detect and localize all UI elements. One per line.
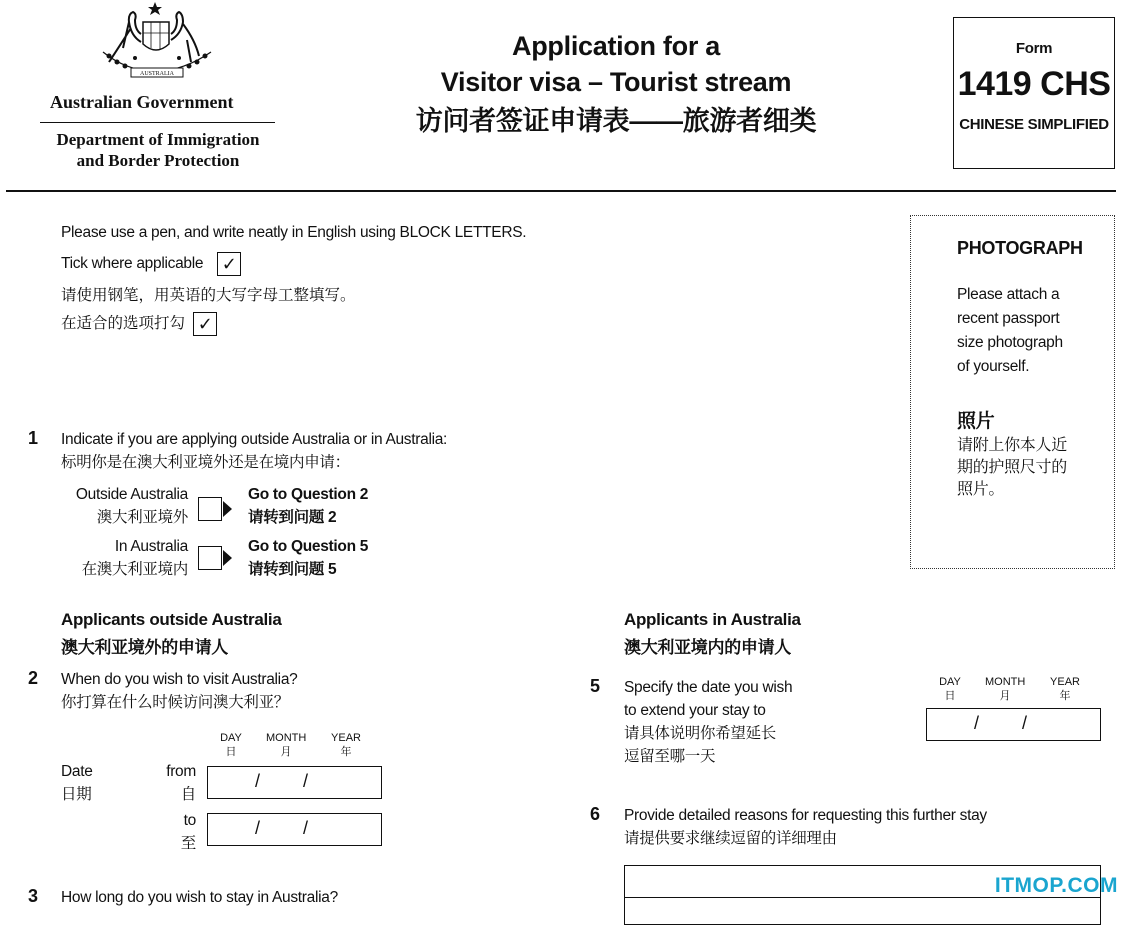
form-title bbox=[330, 28, 902, 140]
question-6-text bbox=[624, 804, 987, 850]
date-slash: / bbox=[303, 818, 309, 838]
section-outside-title-zh: 澳大利亚境外的申请人 bbox=[61, 638, 228, 657]
to-label-zh: 至 bbox=[180, 835, 196, 852]
option-inside-label-en: In Australia bbox=[114, 538, 188, 555]
question-5-text-en-1: Specify the date you wish bbox=[624, 679, 793, 696]
from-label bbox=[150, 760, 196, 806]
title-line-2: Visitor visa – Tourist stream bbox=[440, 67, 792, 97]
month-label bbox=[985, 675, 1025, 703]
question-1-text-en: Indicate if you are applying outside Australia or in Australia: bbox=[61, 431, 448, 448]
title-line-3-chinese: 访问者签证申请表——旅游者细类 bbox=[415, 106, 817, 136]
photo-line: Please attach a bbox=[957, 286, 1060, 303]
day-label-zh: 日 bbox=[944, 690, 956, 702]
year-label-en: YEAR bbox=[1050, 676, 1080, 688]
photo-instructions-zh bbox=[957, 435, 1067, 501]
day-label-en: DAY bbox=[939, 676, 961, 688]
form-number-box bbox=[953, 17, 1115, 169]
goto-question-5-zh: 请转到问题 5 bbox=[248, 561, 337, 578]
day-label-en: DAY bbox=[220, 732, 242, 744]
date-to-input[interactable] bbox=[207, 813, 382, 846]
month-label-zh: 月 bbox=[280, 746, 292, 758]
option-outside-label-en: Outside Australia bbox=[75, 486, 188, 503]
question-1-text-zh: 标明你是在澳大利亚境外还是在境内申请： bbox=[61, 454, 350, 471]
question-1-number: 1 bbox=[28, 428, 39, 448]
department-name bbox=[38, 129, 278, 171]
photo-title-zh: 照片 bbox=[957, 411, 995, 432]
option-inside-goto bbox=[248, 535, 368, 581]
instruction-tick-zh bbox=[61, 312, 217, 336]
date-slash: / bbox=[255, 771, 261, 791]
photo-box[interactable] bbox=[910, 215, 1115, 569]
form-number: 1419 CHS bbox=[957, 65, 1111, 103]
instruction-line-3: 请使用钢笔，用英语的大写字母工整填写。 bbox=[61, 287, 356, 304]
option-inside-checkbox[interactable] bbox=[198, 546, 222, 570]
svg-text:AUSTRALIA: AUSTRALIA bbox=[140, 71, 174, 77]
question-3-text-en: How long do you wish to stay in Australia? bbox=[61, 889, 338, 906]
goto-question-5-en: Go to Question 5 bbox=[248, 538, 369, 555]
question-2-text bbox=[61, 668, 297, 714]
government-rule bbox=[40, 122, 275, 123]
header-divider bbox=[6, 190, 1116, 192]
option-outside-goto bbox=[248, 483, 368, 529]
to-label bbox=[150, 809, 196, 855]
date-label bbox=[61, 760, 93, 806]
photo-line: size photograph bbox=[957, 334, 1063, 351]
month-label-en: MONTH bbox=[985, 676, 1026, 688]
photo-line-zh: 请附上你本人近 bbox=[957, 437, 1067, 454]
question-5-text-en-2: to extend your stay to bbox=[624, 702, 766, 719]
section-inside-heading bbox=[624, 606, 801, 662]
section-outside-title-en: Applicants outside Australia bbox=[61, 610, 282, 629]
goto-question-2-zh: 请转到问题 2 bbox=[248, 509, 337, 526]
date-label-en: Date bbox=[61, 763, 93, 780]
photo-instructions-en bbox=[957, 283, 1063, 379]
title-line-1: Application for a bbox=[512, 31, 720, 61]
photo-title-en: PHOTOGRAPH bbox=[957, 238, 1083, 258]
year-label-zh: 年 bbox=[1059, 690, 1071, 702]
question-5-text bbox=[624, 676, 792, 768]
option-outside-label-zh: 澳大利亚境外 bbox=[96, 509, 188, 526]
option-outside-label bbox=[40, 483, 188, 529]
watermark: ITMOP.COM bbox=[994, 874, 1118, 897]
month-label-en: MONTH bbox=[266, 732, 307, 744]
question-6-text-zh: 请提供要求继续逗留的详细理由 bbox=[624, 830, 837, 847]
instruction-line-1: Please use a pen, and write neatly in English using BLOCK LETTERS. bbox=[61, 224, 527, 241]
month-label bbox=[266, 731, 306, 759]
day-label bbox=[937, 675, 963, 703]
photo-line-zh: 期的护照尺寸的 bbox=[957, 459, 1067, 476]
form-language: CHINESE SIMPLIFIED bbox=[959, 116, 1109, 133]
year-label bbox=[330, 731, 362, 759]
government-name: Australian Government bbox=[50, 92, 234, 112]
date-slash: / bbox=[303, 771, 309, 791]
checkbox-inside[interactable] bbox=[198, 546, 222, 570]
instruction-line-2: Tick where applicable bbox=[61, 255, 204, 273]
coat-of-arms-icon bbox=[95, 0, 220, 88]
photo-line: of yourself. bbox=[957, 358, 1030, 375]
question-1-text bbox=[61, 428, 447, 474]
year-label-zh: 年 bbox=[340, 746, 352, 758]
date-slash: / bbox=[974, 713, 980, 733]
question-6-number: 6 bbox=[590, 804, 601, 824]
year-label bbox=[1049, 675, 1081, 703]
department-line-2: and Border Protection bbox=[76, 151, 240, 170]
instruction-tick-en bbox=[61, 252, 241, 276]
to-label-en: to bbox=[183, 812, 196, 829]
from-label-en: from bbox=[166, 763, 196, 780]
question-2-text-en: When do you wish to visit Australia? bbox=[61, 671, 298, 688]
instruction-block-en bbox=[61, 221, 526, 244]
section-outside-heading bbox=[61, 606, 282, 662]
goto-question-2-en: Go to Question 2 bbox=[248, 486, 369, 503]
question-6-text-en: Provide detailed reasons for requesting this further stay bbox=[624, 807, 987, 824]
form-label: Form bbox=[1015, 40, 1053, 57]
arrow-right-icon bbox=[223, 550, 232, 566]
year-label-en: YEAR bbox=[331, 732, 361, 744]
photo-line: recent passport bbox=[957, 310, 1060, 327]
extend-date-input[interactable] bbox=[926, 708, 1101, 741]
question-5-text-zh-2: 逗留至哪一天 bbox=[624, 748, 716, 765]
question-5-text-zh-1: 请具体说明你希望延长 bbox=[624, 725, 777, 742]
checkbox-outside[interactable] bbox=[198, 497, 222, 521]
option-inside-label bbox=[40, 535, 188, 581]
date-label-zh: 日期 bbox=[61, 786, 92, 803]
date-slash: / bbox=[255, 818, 261, 838]
instruction-line-4: 在适合的选项打勾 bbox=[61, 315, 186, 333]
tick-example-icon: ✓ bbox=[217, 252, 241, 276]
question-3-number: 3 bbox=[28, 886, 39, 906]
from-label-zh: 自 bbox=[180, 786, 196, 803]
option-outside-checkbox[interactable] bbox=[198, 497, 222, 521]
question-2-text-zh: 你打算在什么时候访问澳大利亚？ bbox=[61, 694, 290, 711]
option-inside-label-zh: 在澳大利亚境内 bbox=[81, 561, 188, 578]
date-from-input[interactable] bbox=[207, 766, 382, 799]
section-inside-title-zh: 澳大利亚境内的申请人 bbox=[624, 638, 791, 657]
department-line-1: Department of Immigration bbox=[56, 130, 260, 149]
arrow-right-icon bbox=[223, 501, 232, 517]
day-label bbox=[218, 731, 244, 759]
tick-example-zh-icon: ✓ bbox=[193, 312, 217, 336]
question-5-number: 5 bbox=[590, 676, 601, 696]
date-slash: / bbox=[1022, 713, 1028, 733]
month-label-zh: 月 bbox=[999, 690, 1011, 702]
question-2-number: 2 bbox=[28, 668, 39, 688]
photo-line-zh: 照片。 bbox=[957, 481, 1005, 498]
day-label-zh: 日 bbox=[225, 746, 237, 758]
section-inside-title-en: Applicants in Australia bbox=[624, 610, 801, 629]
